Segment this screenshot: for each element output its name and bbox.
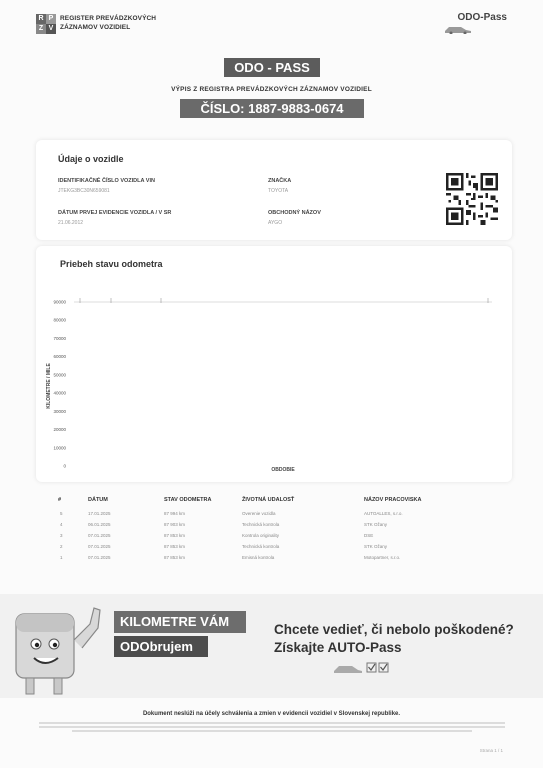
y-axis-title: KILOMETRE / MILE bbox=[46, 363, 52, 409]
odometer-mascot-icon bbox=[10, 600, 106, 698]
vehicle-heading: Údaje o vozidle bbox=[58, 154, 124, 164]
table-row bbox=[56, 542, 496, 553]
org-name-line1: REGISTER PREVÁDZKOVÝCH bbox=[60, 15, 157, 22]
cell-date: 07.01.2025 bbox=[88, 544, 111, 549]
cell-odo: 87 853 km bbox=[164, 533, 186, 538]
vehicle-card bbox=[36, 140, 512, 240]
cell-num: 1 bbox=[60, 555, 63, 560]
cell-place: Motopartner, s.r.o. bbox=[364, 555, 401, 560]
banner-question: Chcete vedieť, či nebolo poškodené? bbox=[274, 622, 514, 637]
cell-event: Kontrola originality bbox=[242, 533, 280, 538]
y-tick-label: 60000 bbox=[53, 354, 66, 360]
table-row bbox=[56, 531, 496, 542]
y-tick-label: 80000 bbox=[53, 317, 66, 323]
chart-heading: Priebeh stavu odometra bbox=[60, 259, 163, 269]
footer-disclaimer: Dokument neslúži na účely schválenia a zmien v evidencii vozidiel v Slovenskej republike. bbox=[142, 711, 401, 717]
cell-num: 4 bbox=[60, 522, 63, 527]
doc-subtitle: VÝPIS Z REGISTRA PREVÁDZKOVÝCH ZÁZNAMOV VOZIDIEL bbox=[171, 86, 372, 93]
y-tick-label: 50000 bbox=[53, 372, 66, 378]
first-reg-value: 21.06.2012 bbox=[58, 220, 84, 226]
footer-fine-print bbox=[34, 720, 510, 734]
auto-pass-icons bbox=[332, 661, 392, 675]
y-tick-label: 30000 bbox=[53, 408, 66, 414]
first-reg-label: DÁTUM PRVEJ EVIDENCIE VOZIDLA / V SR bbox=[58, 210, 172, 216]
doc-number: ČÍSLO: 1887-9883-0674 bbox=[180, 99, 364, 118]
col-header: ŽIVOTNÁ UDALOSŤ bbox=[242, 497, 295, 503]
logo-letter: Z bbox=[36, 24, 46, 34]
cell-place: STK Ožany bbox=[364, 544, 388, 549]
make-label: ZNAČKA bbox=[268, 178, 292, 184]
cell-odo: 87 853 km bbox=[164, 544, 186, 549]
brand-name: ODO-Pass bbox=[457, 12, 507, 23]
table-row bbox=[56, 553, 496, 564]
banner-headline: KILOMETRE VÁM bbox=[114, 611, 246, 633]
qr-code[interactable] bbox=[446, 173, 498, 225]
org-name-line2: ZÁZNAMOV VOZIDIEL bbox=[60, 24, 131, 31]
cell-event: Technická kontrola bbox=[242, 522, 280, 527]
cell-num: 5 bbox=[60, 511, 63, 516]
table-row bbox=[56, 520, 496, 531]
cell-place: STK Ožany bbox=[364, 522, 388, 527]
logo-letter: P bbox=[46, 14, 56, 24]
rpzv-logo bbox=[36, 14, 56, 34]
cell-date: 17.01.2025 bbox=[88, 511, 111, 516]
cell-odo: 87 994 km bbox=[164, 511, 186, 516]
cell-event: Emisná kontrola bbox=[242, 555, 275, 560]
car-icon bbox=[334, 666, 362, 673]
y-tick-label: 90000 bbox=[53, 299, 66, 305]
org-name bbox=[60, 14, 156, 32]
col-header: # bbox=[58, 497, 62, 503]
cell-event: Overenie vozidla bbox=[242, 511, 276, 516]
odometer-chart bbox=[36, 246, 512, 482]
doc-title: ODO - PASS bbox=[224, 58, 320, 77]
trade-name-value: AYGO bbox=[268, 220, 283, 226]
cell-date: 07.01.2025 bbox=[88, 533, 111, 538]
col-header: NÁZOV PRACOVISKA bbox=[364, 497, 422, 503]
col-header: DÁTUM bbox=[88, 497, 108, 503]
y-tick-label: 70000 bbox=[53, 335, 66, 341]
x-axis-title: OBDOBIE bbox=[271, 467, 295, 473]
trade-name-label: OBCHODNÝ NÁZOV bbox=[268, 210, 321, 216]
vin-value: JTEKG3BC30N659081 bbox=[58, 188, 110, 194]
y-tick-label: 10000 bbox=[53, 445, 66, 451]
make-value: TOYOTA bbox=[268, 188, 289, 194]
cell-place: DSE bbox=[364, 533, 374, 538]
odometer-chart-card bbox=[36, 246, 512, 482]
cell-odo: 87 853 km bbox=[164, 555, 186, 560]
cell-date: 06.01.2025 bbox=[88, 522, 111, 527]
table-row bbox=[56, 509, 496, 520]
logo-letter: V bbox=[46, 24, 56, 34]
col-header: STAV ODOMETRA bbox=[164, 497, 212, 503]
vin-label: IDENTIFIKAČNÉ ČÍSLO VOZIDLA VIN bbox=[58, 178, 155, 184]
cell-num: 2 bbox=[60, 544, 63, 549]
banner-subheadline: ODObrujem bbox=[114, 636, 208, 657]
cell-date: 07.01.2025 bbox=[88, 555, 111, 560]
page-number: Strana 1 / 1 bbox=[479, 748, 503, 753]
cell-num: 3 bbox=[60, 533, 63, 538]
cell-place: AUTOALLES, s.r.o. bbox=[364, 511, 403, 516]
car-icon bbox=[443, 24, 473, 34]
y-tick-label: 40000 bbox=[53, 390, 66, 396]
cell-event: Technická kontrola bbox=[242, 544, 280, 549]
cell-odo: 87 903 km bbox=[164, 522, 186, 527]
banner-cta[interactable]: Získajte AUTO-Pass bbox=[274, 640, 402, 655]
y-tick-label: 20000 bbox=[53, 427, 66, 433]
y-tick-label: 0 bbox=[63, 463, 66, 469]
logo-letter: R bbox=[36, 14, 46, 24]
